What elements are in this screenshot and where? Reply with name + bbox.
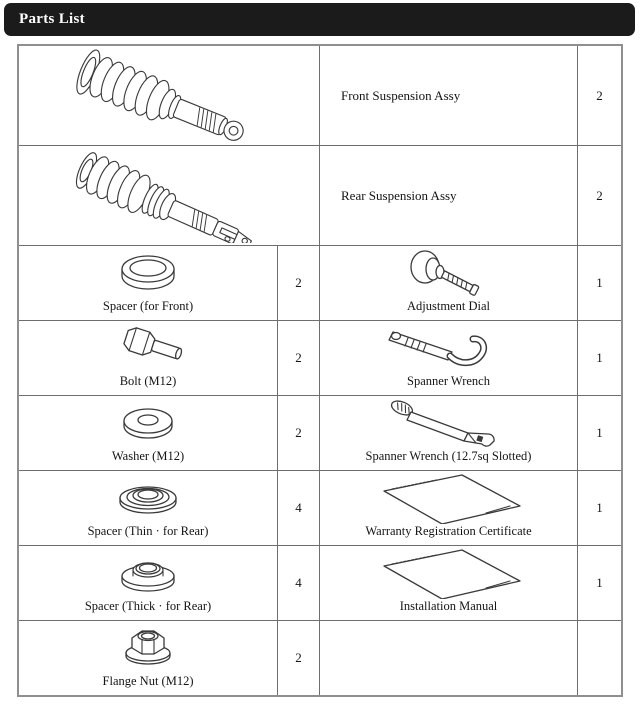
empty-icon-box — [320, 621, 577, 689]
part-qty-text: 1 — [596, 500, 603, 515]
rear-suspension-image-cell — [19, 146, 320, 246]
part-qty — [578, 546, 621, 621]
part-name — [320, 46, 578, 146]
parts-list-header — [4, 3, 635, 36]
part-qty-text: 2 — [596, 87, 603, 103]
part-name-text: Washer (M12) — [111, 449, 185, 463]
front-suspension-image-cell — [19, 46, 320, 146]
part-cell-spacer-thin — [19, 471, 278, 546]
part-cell-installation-manual — [320, 546, 578, 621]
part-name-text: Adjustment Dial — [407, 299, 490, 313]
parts-table — [17, 44, 623, 697]
part-name-text: Bolt (M12) — [119, 374, 177, 388]
spacer-thin-rear-icon — [19, 471, 277, 524]
warranty-certificate-icon — [320, 471, 577, 524]
part-name-text: Flange Nut (M12) — [102, 674, 194, 688]
washer-icon — [19, 396, 277, 449]
part-cell-spanner-wrench — [320, 321, 578, 396]
part-name — [320, 146, 578, 246]
part-qty — [278, 321, 320, 396]
part-qty — [278, 621, 320, 695]
part-qty — [578, 396, 621, 471]
part-qty — [578, 471, 621, 546]
part-qty — [278, 546, 320, 621]
part-name-text: Spacer (for Front) — [102, 299, 194, 313]
part-qty-text: 4 — [295, 500, 302, 515]
part-qty — [578, 246, 621, 321]
part-qty — [578, 621, 621, 695]
part-name-text: Rear Suspension Assy — [341, 187, 457, 203]
part-cell-spacer-thick — [19, 546, 278, 621]
part-qty-text: 4 — [295, 575, 302, 590]
part-qty — [278, 471, 320, 546]
part-cell-washer — [19, 396, 278, 471]
part-cell-flange-nut — [19, 621, 278, 695]
part-qty-text: 2 — [295, 425, 302, 440]
part-qty-text: 2 — [596, 187, 603, 203]
part-qty — [278, 246, 320, 321]
installation-manual-icon — [320, 546, 577, 599]
flange-nut-icon — [19, 621, 277, 674]
adjustment-dial-icon — [320, 246, 577, 299]
part-cell-spanner-wrench-slotted — [320, 396, 578, 471]
part-qty-text: 2 — [295, 650, 302, 665]
part-qty-text: 1 — [596, 275, 603, 290]
part-cell-empty — [320, 621, 578, 695]
part-qty-text: 1 — [596, 425, 603, 440]
part-name-text: Warranty Registration Certificate — [365, 524, 532, 538]
bolt-icon — [19, 321, 277, 374]
part-qty-text: 2 — [295, 350, 302, 365]
part-cell-warranty-certificate — [320, 471, 578, 546]
page-title: Parts List — [19, 11, 85, 27]
part-name-text: Spanner Wrench (12.7sq Slotted) — [365, 449, 532, 463]
part-qty — [278, 396, 320, 471]
part-qty-text: 1 — [596, 575, 603, 590]
part-cell-spacer-front — [19, 246, 278, 321]
part-name-text: Spacer (Thick · for Rear) — [84, 599, 212, 613]
spanner-wrench-slotted-icon — [320, 396, 577, 449]
part-qty — [578, 321, 621, 396]
part-name-text: Front Suspension Assy — [341, 87, 461, 103]
spacer-front-icon — [19, 246, 277, 299]
part-qty — [578, 46, 621, 146]
part-qty-text: 1 — [596, 350, 603, 365]
part-qty — [578, 146, 621, 246]
front-suspension-assy-icon — [52, 49, 287, 143]
part-name-text: Spanner Wrench — [407, 374, 490, 388]
part-name-text: Installation Manual — [399, 599, 498, 613]
part-name-text: Spacer (Thin · for Rear) — [87, 524, 209, 538]
rear-suspension-assy-icon — [52, 149, 287, 243]
part-qty-text: 2 — [295, 275, 302, 290]
spacer-thick-rear-icon — [19, 546, 277, 599]
spanner-wrench-icon — [320, 321, 577, 374]
part-cell-bolt — [19, 321, 278, 396]
part-cell-adjustment-dial — [320, 246, 578, 321]
